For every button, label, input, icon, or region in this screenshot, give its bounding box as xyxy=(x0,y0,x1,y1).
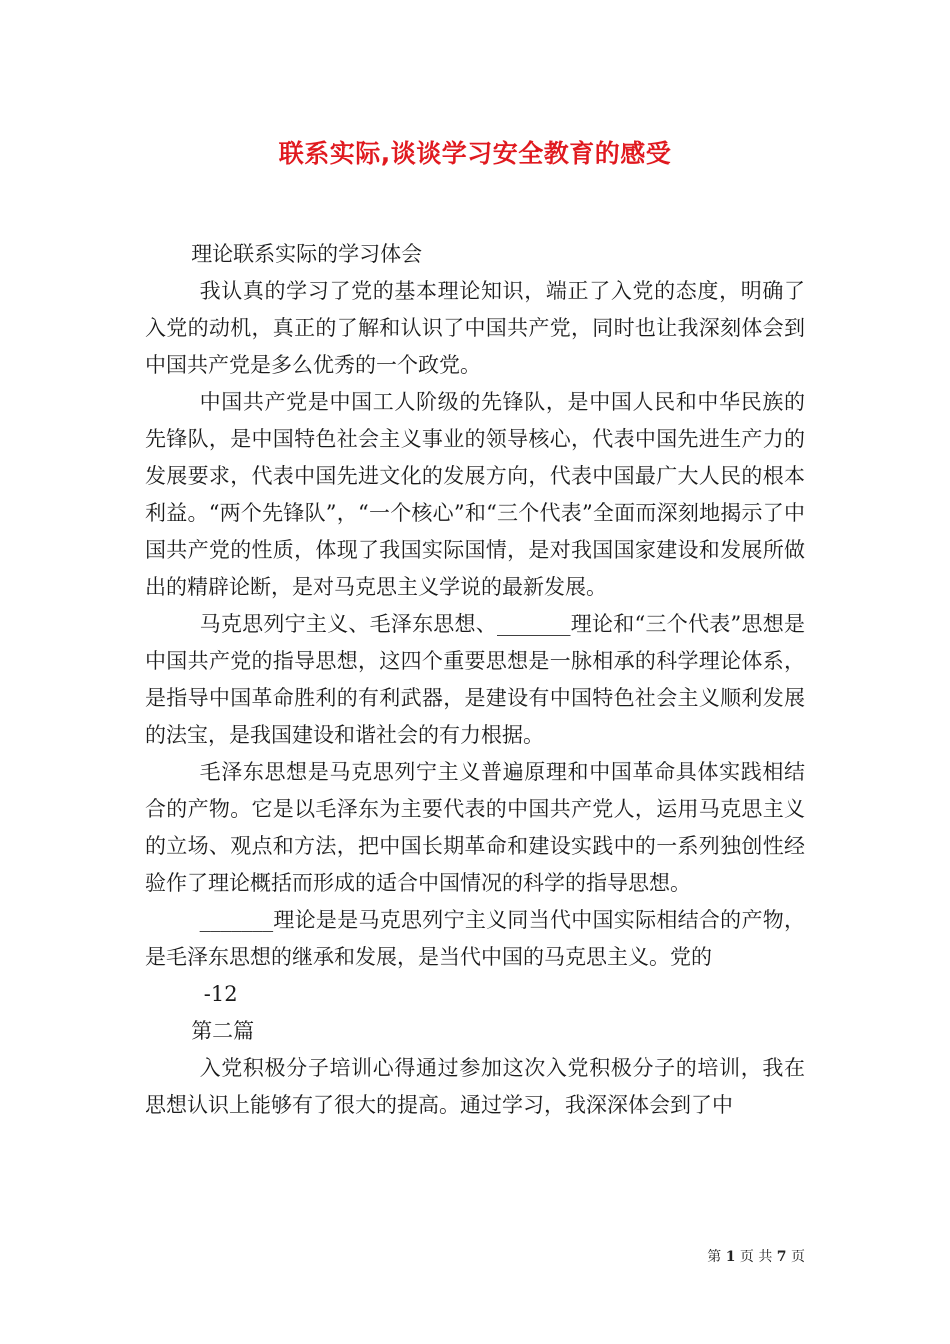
paragraph-section-heading: 第二篇 xyxy=(191,1019,255,1043)
page-footer xyxy=(707,1246,805,1266)
footer-suffix: 页 xyxy=(791,1249,805,1265)
paragraph: 毛泽东思想是马克思列宁主义普遍原理和中国革命具体实践相结合的产物。它是以毛泽东为主要代表的中国共产党人，运用马克思主义的立场、观点和方法，把中国长期革命和建设实践中的一系列独创性经验作了理论概括而形成的适合中国情况的科学的指导思想。 xyxy=(145,760,805,895)
paragraph-subheading: 理论联系实际的学习体会 xyxy=(191,242,423,266)
paragraph: 中国共产党是中国工人阶级的先锋队，是中国人民和中华民族的先锋队，是中国特色社会主义事业的领导核心，代表中国先进生产力的发展要求，代表中国先进文化的发展方向，代表中国最广大人民的根本利益。“两个先锋队”，“一个核心”和“三个代表”全面而深刻地揭示了中国共产党的性质，体现了我国实际国情，是对我国国家建设和发展所做出的精辟论断，是对马克思主义学说的最新发展。 xyxy=(145,390,805,599)
footer-prefix: 第 xyxy=(707,1249,722,1265)
footer-current-page: 1 xyxy=(725,1249,736,1265)
document-title: 联系实际,谈谈学习安全教育的感受 xyxy=(278,139,672,168)
paragraph: 马克思列宁主义、毛泽东思想、_______理论和“三个代表”思想是中国共产党的指导思想，这四个重要思想是一脉相承的科学理论体系，是指导中国革命胜利的有利武器，是建设有中国特色社会主义顺利发展的法宝，是我国建设和谐社会的有力根据。 xyxy=(145,612,805,747)
footer-middle: 页 共 xyxy=(739,1249,773,1265)
footer-total-pages: 7 xyxy=(776,1249,787,1265)
paragraph: 我认真的学习了党的基本理论知识，端正了入党的态度，明确了入党的动机，真正的了解和认识了中国共产党，同时也让我深刻体会到中国共产党是多么优秀的一个政党。 xyxy=(145,279,805,377)
paragraph: 入党积极分子培训心得通过参加这次入党积极分子的培训，我在思想认识上能够有了很大的提高。通过学习，我深深体会到了中 xyxy=(145,1056,805,1117)
document-body xyxy=(145,236,805,1124)
paragraph-page-marker: -12 xyxy=(203,982,238,1006)
paragraph: _______理论是是马克思列宁主义同当代中国实际相结合的产物，是毛泽东思想的继承和发展，是当代中国的马克思主义。党的 xyxy=(145,908,805,969)
